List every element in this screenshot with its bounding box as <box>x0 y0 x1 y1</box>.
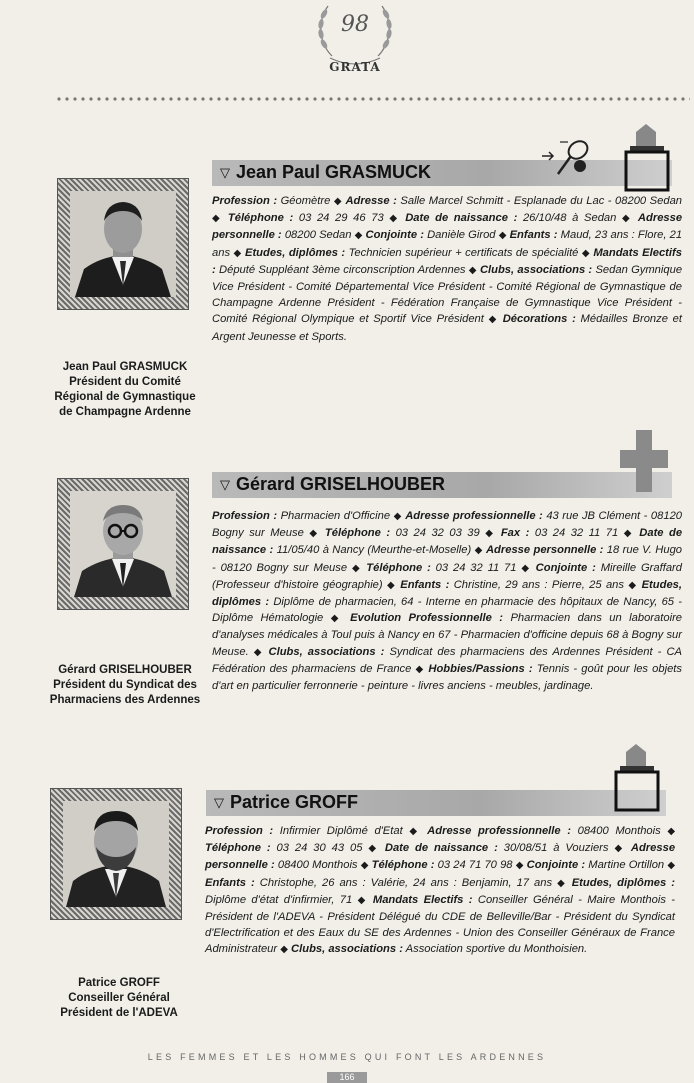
person-name <box>220 474 445 495</box>
diamond-icon: ◆ <box>474 545 483 557</box>
field-label: Décorations : <box>502 313 576 326</box>
field-value: Pharmacien d'Officine <box>280 510 391 522</box>
diamond-icon: ◆ <box>233 247 242 259</box>
page-number: 166 <box>327 1072 367 1083</box>
field-value: 08200 Sedan <box>284 229 352 242</box>
field-label: Date de naissance : <box>384 842 498 855</box>
caption-line: Président du Comité <box>69 376 181 388</box>
field-label: Enfants : <box>205 876 255 889</box>
laurel-emblem <box>300 0 410 78</box>
portrait-caption <box>40 360 210 420</box>
diamond-icon: ◆ <box>360 860 369 872</box>
diamond-icon: ◆ <box>330 613 343 625</box>
diamond-icon: ◆ <box>212 213 223 225</box>
caption-line: de Champagne Ardenne <box>59 406 191 418</box>
diamond-icon: ◆ <box>557 877 567 889</box>
caption-line: Régional de Gymnastique <box>54 391 196 403</box>
caption-line: Gérard GRISELHOUBER <box>58 664 192 676</box>
field-value: Député Suppléant 3ème circonscription Ardennes <box>219 263 466 276</box>
diamond-icon: ◆ <box>468 264 477 276</box>
field-label: Adresse : <box>345 195 397 207</box>
caption-line: Président de l'ADEVA <box>60 1007 178 1019</box>
field-label: Téléphone : <box>227 212 294 225</box>
field-label: Etudes, diplômes : <box>571 876 675 889</box>
field-value: 18 rue V. Hugo - 08120 Bogny sur Meuse <box>212 544 683 574</box>
person-name-text: Jean Paul GRASMUCK <box>236 162 432 182</box>
field-value: 11/05/40 à Nancy (Meurthe-et-Moselle) <box>276 544 472 557</box>
diamond-icon: ◆ <box>515 860 524 872</box>
field-value: 03 24 32 03 39 <box>395 527 480 540</box>
field-value: Syndicat des pharmaciens des Ardennes Président - CA Fédération des pharmaciens de France <box>212 645 683 675</box>
field-value: Mireille Graffard (Professeur d'histoire géographie) <box>212 561 683 591</box>
field-label: Etudes, diplômes : <box>212 578 683 609</box>
diamond-icon: ◆ <box>628 579 638 591</box>
field-label: Evolution Professionnelle : <box>350 612 504 625</box>
name-heading-bar <box>212 472 672 498</box>
field-label: Téléphone : <box>324 527 391 540</box>
diamond-icon: ◆ <box>415 663 425 675</box>
diamond-icon: ◆ <box>386 579 396 591</box>
diamond-icon: ◆ <box>333 196 342 207</box>
field-value: 26/10/48 à Sedan <box>522 212 617 225</box>
field-value: Association sportive du Monthoisien. <box>405 943 588 956</box>
field-label: Téléphone : <box>371 859 435 872</box>
field-value: Tennis - goût pour les objets d'art en particulier ferronnerie - peinture - livres anciens - meubles, jardinage. <box>212 662 683 693</box>
field-value: Médailles Bronze et Argent Jeunesse et Sports. <box>212 313 683 343</box>
field-value: 43 rue JB Clément - 08120 Bogny sur Meuse <box>212 510 683 540</box>
field-label: Clubs, associations : <box>268 645 385 658</box>
ballot-box-icon <box>612 744 662 818</box>
field-label: Conjointe : <box>535 561 596 574</box>
portrait-caption <box>34 976 204 1021</box>
portrait-caption <box>40 663 210 708</box>
field-value: 03 24 71 70 98 <box>437 859 513 872</box>
person-name <box>214 792 358 813</box>
triangle-down-icon: ▽ <box>214 795 224 810</box>
field-label: Profession : <box>212 510 278 522</box>
diamond-icon: ◆ <box>368 843 379 855</box>
diamond-icon: ◆ <box>351 562 362 574</box>
field-label: Clubs, associations : <box>291 943 403 956</box>
bio-text <box>205 823 675 959</box>
field-value: Infirmier Diplômé d'Etat <box>279 825 403 837</box>
caption-line: Jean Paul GRASMUCK <box>62 361 188 373</box>
name-heading-bar <box>212 160 672 186</box>
diamond-icon: ◆ <box>389 213 400 225</box>
field-label: Téléphone : <box>366 561 431 574</box>
field-label: Enfants : <box>509 229 558 242</box>
bio-text <box>212 508 682 694</box>
field-label: Profession : <box>212 195 278 207</box>
caption-line: Conseiller Général <box>68 992 170 1004</box>
field-label: Adresse personnelle : <box>212 212 683 242</box>
diamond-icon: ◆ <box>354 230 363 242</box>
field-label: Conjointe : <box>526 859 586 872</box>
caption-line: Pharmaciens des Ardennes <box>49 694 201 706</box>
field-label: Adresse personnelle : <box>205 842 676 872</box>
emblem-word: GRATA <box>329 60 381 74</box>
field-label: Adresse professionnelle : <box>427 825 571 837</box>
triangle-down-icon: ▽ <box>220 165 230 180</box>
field-value: Technicien supérieur + certificats de spécialité <box>348 246 579 259</box>
person-name-text: Gérard GRISELHOUBER <box>236 474 446 494</box>
page-footer: LES FEMMES ET LES HOMMES QUI FONT LES ARDENNES <box>147 1052 547 1062</box>
diamond-icon: ◆ <box>409 826 421 837</box>
dotted-separator <box>56 90 690 104</box>
sport-tennis-icon <box>540 136 600 184</box>
diamond-icon: ◆ <box>622 213 633 225</box>
field-value: 03 24 32 11 71 <box>435 561 517 574</box>
triangle-down-icon: ▽ <box>220 477 230 492</box>
portrait-photo <box>70 491 176 597</box>
ballot-box-icon <box>622 124 672 198</box>
field-label: Conjointe : <box>365 229 424 242</box>
field-value: 03 24 30 43 05 <box>276 842 363 855</box>
bio-text <box>212 193 682 345</box>
field-label: Mandats Electifs : <box>212 246 682 276</box>
diamond-icon: ◆ <box>393 511 402 522</box>
portrait-frame <box>57 178 189 310</box>
diamond-icon: ◆ <box>521 562 531 574</box>
field-value: Sedan Gymnique Vice Président - Comité Départemental Vice Président - Comité Régional de Gymnastique de Champagne Ardenne Président - Fédération Française de Gymnastique Vice Président - Comité Régional Olympique et Sportif Vice Président <box>212 263 683 326</box>
diamond-icon: ◆ <box>623 528 634 540</box>
field-value: Diplôme de pharmacien, 64 - Interne en pharmacie des hôpitaux de Nancy, 65 - Diplôme Hématologie <box>212 596 682 625</box>
diamond-icon: ◆ <box>485 528 496 540</box>
person-name <box>220 162 431 183</box>
field-value: Martine Ortillon <box>588 859 665 872</box>
person-name-text: Patrice GROFF <box>230 792 359 812</box>
field-value: Danièle Girod <box>427 229 496 242</box>
field-value: 08400 Monthois <box>577 825 661 837</box>
portrait-frame <box>57 478 189 610</box>
field-label: Adresse professionnelle : <box>405 510 543 522</box>
field-value: Géomètre <box>280 195 331 207</box>
caption-line: Patrice GROFF <box>78 977 160 989</box>
field-value: Diplôme d'état d'infirmier, 71 <box>205 893 353 906</box>
diamond-icon: ◆ <box>667 860 676 872</box>
diamond-icon: ◆ <box>280 944 288 956</box>
field-label: Fax : <box>500 527 530 540</box>
field-label: Mandats Electifs : <box>372 893 473 906</box>
field-value: Conseiller Général - Maire Monthois - Président de l'ADEVA - Président Délégué du CDE de Belleville/Bar - Président du Syndicat d'Electrification et des Eaux du SE des Ardennes - Union des Conseiller Généraux de France Administrateur <box>205 893 676 956</box>
field-label: Hobbies/Passions : <box>428 662 533 675</box>
diamond-icon: ◆ <box>253 646 264 658</box>
field-value: Christine, 29 ans : Pierre, 25 ans <box>453 578 624 591</box>
pharmacy-cross-icon <box>618 428 670 500</box>
diamond-icon: ◆ <box>498 230 507 242</box>
field-label: Clubs, associations : <box>479 263 593 276</box>
field-value: Salle Marcel Schmitt - Esplanade du Lac - 08200 Sedan <box>400 195 683 207</box>
field-label: Date de naissance : <box>212 527 683 557</box>
field-value: 30/08/51 à Vouziers <box>503 842 609 855</box>
portrait-frame <box>50 788 182 920</box>
diamond-icon: ◆ <box>667 826 676 837</box>
field-label: Etudes, diplômes : <box>244 246 346 259</box>
field-value: 03 24 32 11 71 <box>534 527 619 540</box>
field-value: 03 24 29 46 73 <box>298 212 384 225</box>
field-label: Adresse personnelle : <box>485 544 604 557</box>
field-label: Date de naissance : <box>405 212 518 225</box>
diamond-icon: ◆ <box>488 314 498 326</box>
portrait-photo <box>63 801 169 907</box>
field-value: Christophe, 26 ans : Valérie, 24 ans : Benjamin, 17 ans <box>259 876 553 889</box>
field-value: 08400 Monthois <box>277 859 358 872</box>
diamond-icon: ◆ <box>357 894 368 906</box>
field-value: Pharmacien dans un laboratoire d'analyses médicales à Toul puis à Nancy en 67 - Pharmacien d'officine depuis 68 à Bogny sur Meuse. <box>212 612 683 658</box>
field-label: Téléphone : <box>205 842 271 855</box>
diamond-icon: ◆ <box>581 247 590 259</box>
caption-line: Président du Syndicat des <box>53 679 197 691</box>
field-value: Maud, 23 ans : Flore, 21 ans <box>212 229 683 259</box>
diamond-icon: ◆ <box>309 528 320 540</box>
field-label: Profession : <box>205 825 274 837</box>
name-heading-bar <box>206 790 666 816</box>
field-label: Enfants : <box>400 578 450 591</box>
portrait-photo <box>70 191 176 297</box>
emblem-year: 98 <box>341 12 369 37</box>
diamond-icon: ◆ <box>614 843 625 855</box>
